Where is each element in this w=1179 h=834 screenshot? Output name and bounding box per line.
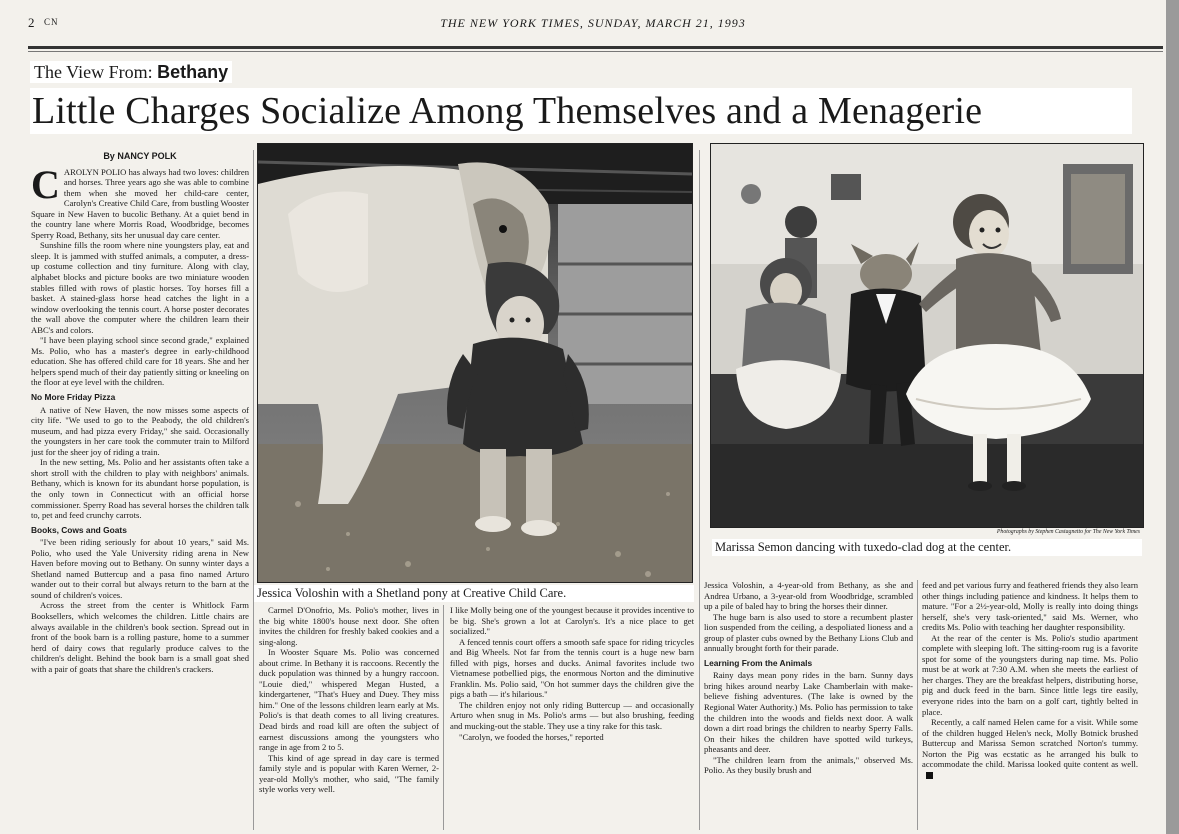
page-folio	[28, 15, 1158, 31]
photo-credit: Photographs by Stephen Castagnetto for The New York Times	[996, 529, 1140, 535]
drop-cap: C	[31, 161, 60, 207]
column-rule	[699, 150, 700, 830]
top-rule-thin	[28, 51, 1163, 52]
paragraph: "I've been riding seriously for about 10 years," said Ms. Polio, who used the Yale University riding arena in New Haven before moving out to Bethany. On sunny winter days a Shetland named Buttercup and a pasa fino named Arturo wander out to their corral but always return to the barn at the sound of children's voices.	[31, 537, 249, 600]
subhead: Learning From the Animals	[704, 657, 813, 668]
headline: Little Charges Socialize Among Themselves and a Menagerie	[30, 88, 1132, 134]
kicker-place: Bethany	[157, 62, 229, 82]
caption-dog: Marissa Semon dancing with tuxedo-clad dog at the center.	[712, 539, 1142, 556]
paragraph: This kind of age spread in day care is termed family style and is popular with Karen Werner, 2-year-old Molly's mother, who said, "The family style works very well.	[259, 752, 439, 795]
article-column-5	[922, 580, 1138, 831]
paragraph: "I have been playing school since second grade," explained Ms. Polio, who has a master's degree in early-childhood education. She has offered child care for 18 years. She and her helpers spend much of their day patiently sitting or kneeling on the floor at eye level with the children.	[31, 335, 249, 388]
paragraph: Rainy days mean pony rides in the barn. Sunny days bring hikes around nearby Lake Chamberlain with make-believe fishing adventures. (The lake is owned by the Regional Water Authority.) Ms. Polio has permission to take the children into the woods and fields next door. A walk down a dirt road brings the children to nearby Sperry Falls. On their hikes the children have spotted wild turkeys, pheasants and deer.	[704, 670, 913, 755]
paragraph: Sunshine fills the room where nine youngsters play, eat and sleep. It is jammed with stuffed animals, a computer, a dress-up costume collection and tiny furniture. Along with clay, alphabet blocks and picture books are two miniature wooden stables filled with rows of plastic horses. Toy horses fill a basket. A stained-glass horse head catches the light in a window overlooking the tennis court. A horse poster decorates the wall above the computer where the children learn their ABC's and colors.	[31, 240, 249, 335]
paragraph: "The children learn from the animals," observed Ms. Polio. As they busily brush and	[704, 754, 913, 776]
kicker-prefix: The View From:	[34, 62, 153, 82]
column-rule	[443, 605, 444, 830]
article-column-3	[450, 605, 694, 831]
subhead: Books, Cows and Goats	[31, 524, 127, 535]
paragraph: Jessica Voloshin, a 4-year-old from Bethany, as she and Andrea Urbano, a 3-year-old from Woodbridge, scrambled up a pile of baled hay to bring the horses their dinner.	[704, 580, 913, 612]
end-mark	[926, 772, 933, 779]
kicker	[30, 61, 232, 83]
paragraph: The huge barn is also used to store a recumbent plaster lion suspended from the ceiling, a despoliated lioness and a group of plaster cubs owned by the Bethany Lions Club and annually brought forth for their parade.	[704, 611, 913, 654]
paragraph: feed and pet various furry and feathered friends they also learn other things including patience and kindness. It helps them to mature. "For a 2½-year-old, Molly is really into doing things herself, she's very task-oriented," said Ms. Werner, who credits Ms. Polio with teaching her daughter responsibility.	[922, 580, 1138, 633]
paragraph: A native of New Haven, the now misses some aspects of city life. "We used to go to the Peabody, the old children's museum, and had pizza every Friday," she said. Occasionally the youngsters in her care took the commuter train to Milford just for the sheer joy of riding a train.	[31, 404, 249, 457]
paragraph: At the rear of the center is Ms. Polio's studio apartment complete with sleeping loft. The sitting-room rug is a favorite spot for some of the youngsters during nap time. Ms. Polio must be at work at 7:30 A.M. when she meets the earliest of her charges. They are the breakfast helpers, distributing horse, pig and duck feed in the barn. Since little legs tire easily, everyone rides into the barn on a golf cart, tightly belted in place.	[922, 632, 1138, 717]
edition-code: CN	[44, 17, 59, 27]
pony-photo-illustration	[258, 144, 693, 583]
dog-photo-illustration	[711, 144, 1144, 528]
paragraph: A fenced tennis court offers a smooth safe space for riding tricycles and Big Wheels. Not far from the tennis court is a huge new barn filled with pigs, horses and ducks. Animal favorites include two Vietnamese potbellied pigs, the enormous Norton and the diminutive Franklin. Ms. Polio said, "On hot summer days the children give the pigs a bath — it's hilarious."	[450, 636, 694, 700]
column-rule	[253, 150, 254, 830]
photo-dog	[710, 143, 1144, 528]
paragraph: In Wooster Square Ms. Polio was concerned about crime. In Bethany it is raccoons. Recently the duck population was thinned by a hungry raccoon. "Louie died," whispered Megan Husted, a kindergartener, "That's Huey and Duey. They miss him." One of the lessons children learn early at Ms. Polio's is that death comes to all living creatures. Dead birds and road kill are often the subject of earnest discussions among the youngsters who range in age from 2 to 5.	[259, 647, 439, 753]
paragraph: The children enjoy not only riding Buttercup — and occasionally Arturo when snug in Ms. Polio's arms — but also brushing, feeding and mucking-out the stable. They use a tiny rake for this task.	[450, 699, 694, 732]
paragraph: Carmel D'Onofrio, Ms. Polio's mother, lives in the big white 1800's house next door. She often invites the children for freshly baked cookies and a sing-along.	[259, 605, 439, 647]
paragraph: I like Molly being one of the youngest because it provides incentive to be big. She's grown a lot at Carolyn's. It's a nice place to get socialized."	[450, 605, 694, 637]
article-column-4	[704, 580, 913, 831]
subhead: No More Friday Pizza	[31, 392, 116, 403]
lead-paragraph: CAROLYN POLIO has always had two loves: children and horses. Three years ago she was able to combine them when she moved her child-care center, Carolyn's Creative Child Care, from bustling Wooster Square in New Haven to bucolic Bethany. At a quiet bend in the country lane where Morris Road, Woodbridge, becomes Sperry Road, Bethany, sits her unusual day care center.	[31, 161, 249, 240]
page-number: 2	[28, 15, 35, 30]
paragraph: "Carolyn, we fooded the horses," reported	[459, 731, 604, 742]
byline: By NANCY POLK	[103, 151, 177, 161]
article-column-2	[259, 605, 439, 831]
scanner-edge	[1166, 0, 1179, 834]
top-rule	[28, 46, 1163, 49]
paragraph: Recently, a calf named Helen came for a visit. While some of the children hugged Helen's neck, Molly Botnick brushed Buttercup and Marissa Semon scratched Norton's tummy. Norton the Pig was ecstatic as he arranged his bulk to accommodate the child. Marissa looked quite content as well.	[922, 717, 1138, 780]
dateline: THE NEW YORK TIMES, SUNDAY, MARCH 21, 1993	[440, 16, 746, 30]
photo-pony	[257, 143, 693, 583]
caption-pony: Jessica Voloshin with a Shetland pony at Creative Child Care.	[254, 585, 694, 602]
paragraph: Across the street from the center is Whitlock Farm Booksellers, which welcomes the children. Little chairs are always available in the children's book section. Spread out in front of the book barn is a rolling pasture, home to a summer herd of dairy cows that regularly produce calves to the children's delight. Behind the book barn is a small goat shed with a pair of goats that share the children's crackers.	[31, 600, 249, 674]
column-rule	[917, 580, 918, 830]
article-column-1	[31, 151, 249, 831]
paragraph: In the new setting, Ms. Polio and her assistants often take a short stroll with the children to play with neighbors' animals. Bethany, which is known for its abundant horse population, is the only town in Connecticut with an official horse commissioner. Sperry Road has several horses the children talk to, pet and feed crunchy carrots.	[31, 457, 249, 521]
